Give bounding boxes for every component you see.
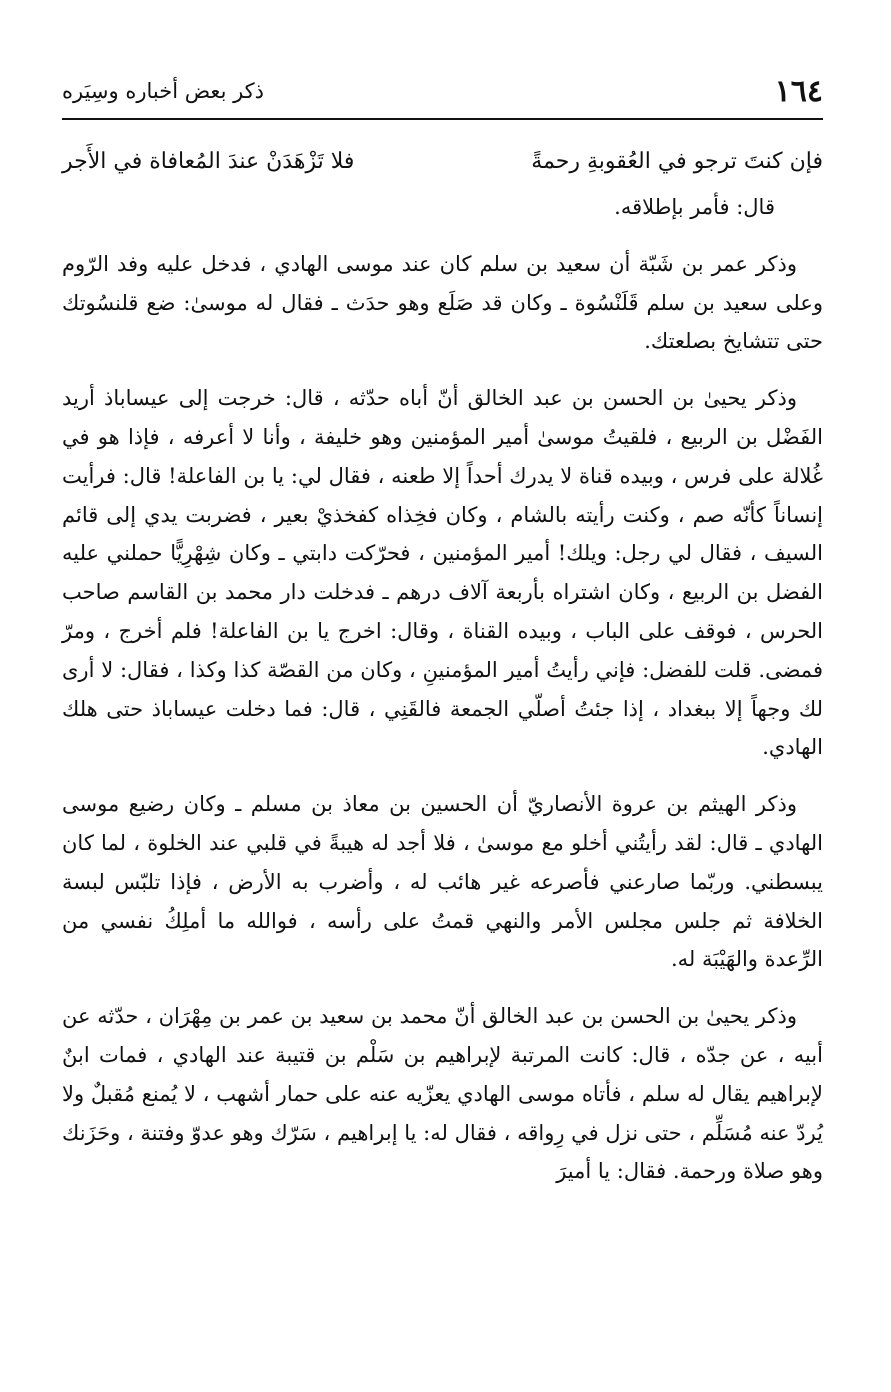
- poetry-verse: [62, 136, 823, 188]
- paragraph: وذكر يحيىٰ بن الحسن بن عبد الخالق أنّ محمد بن سعيد بن عمر بن مِهْرَان ، حدّثه عن أبيه ، عن جدّه ، قال: كانت المرتبة لإبراهيم بن سَلْم بن قتيبة عند الهادي ، فمات ابنٌ لإبراهيم يقال له سلم ، فأتاه موسى الهادي يعزّيه عنه على حمار أشهب ، لا يُمنع مُقبلٌ ولا يُردّ عنه مُسَلِّم ، حتى نزل في رِواقه ، فقال له: يا إبراهيم ، سَرّك وهو عدوّ وفتنة ، وحَزَنك وهو صلاة ورحمة. فقال: يا أميرَ: [62, 1004, 823, 1184]
- verse-first-hemistich: فإن كنتَ ترجو في العُقوبةِ رحمةً: [531, 148, 823, 174]
- paragraph: وذكر عمر بن شَبّة أن سعيد بن سلم كان عند موسى الهادي ، فدخل عليه وفد الرّوم وعلى سعيد بن سلم قَلَنْسُوة ـ وكان قد صَلَع وهو حدَث ـ فقال له موسىٰ: ضع قلنسُوتك حتى تتشايخ بصلعتك.: [62, 251, 823, 354]
- paragraph: وذكر يحيىٰ بن الحسن بن عبد الخالق أنّ أباه حدّثه ، قال: خرجت إلى عيساباذ أريد الفَضْل بن الربيع ، فلقيتُ موسىٰ أمير المؤمنين وهو خليفة ، وأنا لا أعرفه ، فإذا هو في غُلالة على فرس ، وبيده قناة لا يدرك أحداً إلا طعنه ، فقال لي: يا بن الفاعلة! قال: فرأيت إنساناً كأنّه صم ، وكنت رأيته بالشام ، وكان فخِذاه كفخذيْ بعير ، فضربت يدي إلى قائم السيف ، فقال لي رجل: ويلك! أمير المؤمنين ، فحرّكت دابتي ـ وكان شِهْرِيًّا حملني عليه الفضل بن الربيع ، وكان اشتراه بأربعة آلاف درهم ـ فدخلت دار محمد بن القاسم صاحب الحرس ، فوقف على الباب ، وبيده القناة ، وقال: اخرج يا بن الفاعلة! فلم أخرج ، ومرّ فمضى. قلت للفضل: فإني رأيتُ أمير المؤمنينِ ، وكان من القصّة كذا وكذا ، فقال: لا أرى لك وجهاً إلا ببغداد ، إذا جئتُ أصلّي الجمعة فالقَنِي ، قال: فما دخلت عيساباذ حتى هلك الهادي.: [62, 386, 823, 760]
- paragraph-gap: [62, 979, 823, 997]
- paragraph-gap: [62, 361, 823, 379]
- body-text: [62, 130, 823, 1191]
- header-rule: [62, 118, 823, 120]
- verse-second-hemistich: فلا تَزْهَدَنْ عندَ المُعافاة في الأَجر: [62, 148, 355, 174]
- page-number: ١٦٤: [774, 73, 823, 109]
- paragraph-gap: [62, 767, 823, 785]
- paragraph: قال: فأمر بإطلاقه.: [614, 195, 775, 219]
- paragraph-gap: [62, 227, 823, 245]
- paragraph: وذكر الهيثم بن عروة الأنصاريّ أن الحسين بن معاذ بن مسلم ـ وكان رضيع موسى الهادي ـ قال: لقد رأيتُني أخلو مع موسىٰ ، فلا أجد له هيبةً في قلبي عند الخلوة ، لما كان يبسطني. وربّما صارعني فأصرعه غير هائب له ، وأضرب به الأرض ، فإذا تلبّس لبسة الخلافة ثم جلس مجلس الأمر والنهي قمتُ على رأسه ، فوالله ما أملِكُ نفسي من الرِّعدة والهَيْبَة له.: [62, 792, 823, 972]
- running-title: ذكر بعض أخباره وسِيَره: [62, 79, 265, 103]
- page-header: [62, 68, 823, 114]
